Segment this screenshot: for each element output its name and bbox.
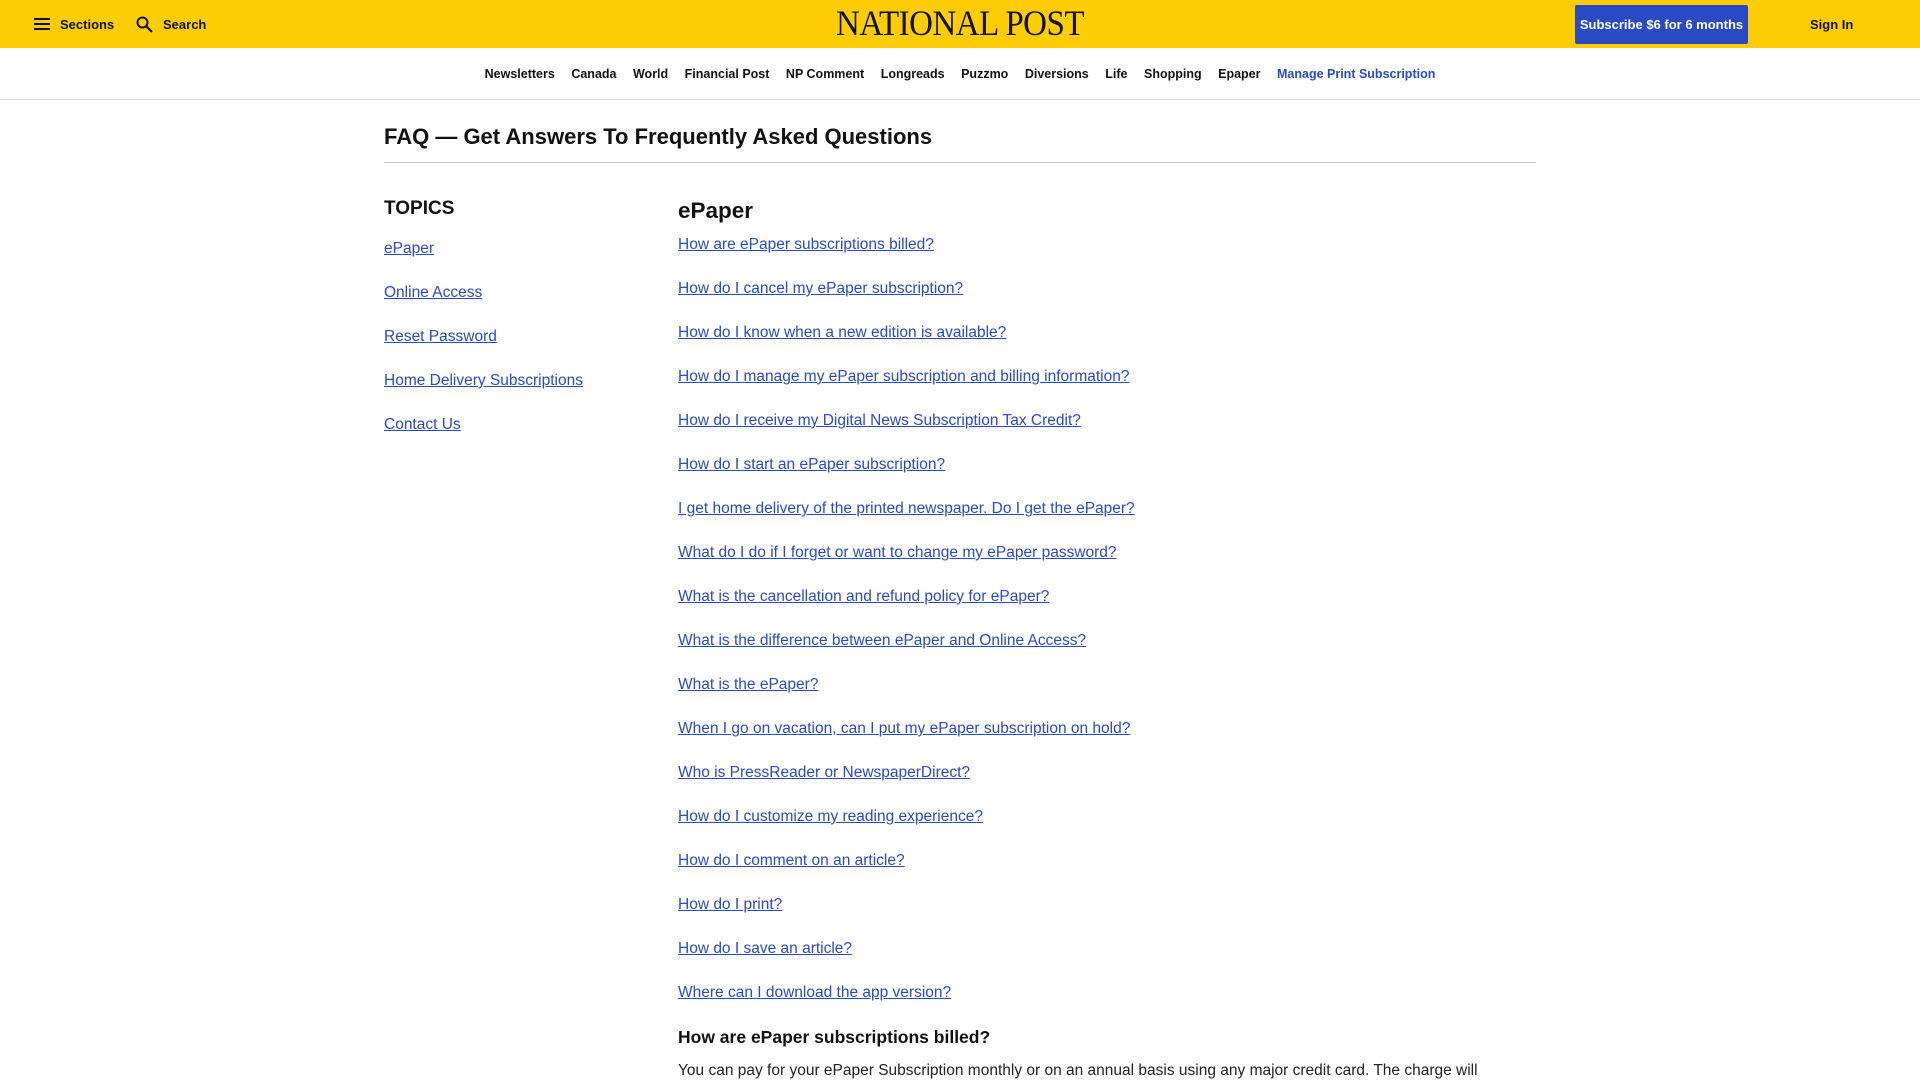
faq-question-link[interactable]: What is the cancellation and refund policy for ePaper? (678, 588, 1050, 605)
nav-item-epaper[interactable]: Epaper (1218, 66, 1261, 81)
faq-question-link[interactable]: How do I start an ePaper subscription? (678, 456, 946, 473)
answer-text: You can pay for your ePaper Subscription monthly or on an annual basis using any major credit card. The charge will (678, 1062, 1478, 1079)
nav-item-diversions[interactable]: Diversions (1024, 66, 1089, 81)
faq-question-link[interactable]: How do I cancel my ePaper subscription? (678, 280, 964, 297)
nav-item-newsletters[interactable]: Newsletters (484, 66, 555, 81)
faq-question-link[interactable]: Where can I download the app version? (678, 984, 952, 1001)
nav-item-puzzmo[interactable]: Puzzmo (961, 66, 1009, 81)
faq-question-link[interactable]: How do I print? (678, 896, 783, 913)
topic-link-contact-us[interactable]: Contact Us (384, 416, 461, 433)
faq-question-link[interactable]: Who is PressReader or NewspaperDirect? (678, 764, 971, 781)
search-button[interactable] (136, 0, 206, 48)
faq-question-link[interactable]: How are ePaper subscriptions billed? (678, 236, 934, 253)
faq-question-link[interactable]: How do I comment on an article? (678, 852, 905, 869)
faq-question-link[interactable]: I get home delivery of the printed newspaper. Do I get the ePaper? (678, 500, 1135, 517)
nav-item-canada[interactable]: Canada (571, 66, 617, 81)
nav-item-life[interactable]: Life (1105, 66, 1128, 81)
answer-heading: How are ePaper subscriptions billed? (678, 1027, 991, 1047)
topics-heading: TOPICS (384, 198, 455, 219)
topic-link-online-access[interactable]: Online Access (384, 284, 483, 301)
topic-link-reset-password[interactable]: Reset Password (384, 328, 497, 345)
topic-link-home-delivery-subscriptions[interactable]: Home Delivery Subscriptions (384, 372, 583, 389)
nav-list (485, 67, 1436, 81)
faq-question-link[interactable]: How do I customize my reading experience? (678, 808, 983, 825)
nav-item-np-comment[interactable]: NP Comment (785, 66, 865, 81)
section-nav (0, 48, 1920, 100)
sections-label: Sections (60, 16, 115, 32)
nav-item-world[interactable]: World (632, 66, 669, 81)
nav-item-financial-post[interactable]: Financial Post (684, 66, 770, 81)
top-bar (0, 0, 1920, 48)
page-title: FAQ — Get Answers To Frequently Asked Questions (384, 124, 1536, 163)
nav-item-longreads[interactable]: Longreads (880, 66, 945, 81)
national-post-logo[interactable]: NATIONAL POST (835, 4, 1085, 43)
faq-question-link[interactable]: What is the ePaper? (678, 676, 819, 693)
faq-question-link[interactable]: What do I do if I forget or want to change my ePaper password? (678, 544, 1117, 561)
topic-link-epaper[interactable]: ePaper (384, 240, 434, 257)
nav-item-manage-print-subscription[interactable]: Manage Print Subscription (1277, 66, 1436, 81)
hamburger-menu-icon (34, 17, 50, 31)
topics-sidebar (384, 198, 644, 459)
faq-question-link[interactable]: When I go on vacation, can I put my ePaper subscription on hold? (678, 720, 1131, 737)
faq-question-link[interactable]: How do I save an article? (678, 940, 853, 957)
faq-question-link[interactable]: How do I manage my ePaper subscription and billing information? (678, 368, 1130, 385)
search-label: Search (163, 16, 207, 32)
faq-main (678, 198, 1536, 1080)
sections-button[interactable] (34, 0, 114, 48)
search-icon (136, 16, 153, 33)
faq-question-link[interactable]: How do I receive my Digital News Subscription Tax Credit? (678, 412, 1081, 429)
faq-question-link[interactable]: How do I know when a new edition is available? (678, 324, 1007, 341)
section-title: ePaper (678, 198, 754, 223)
faq-question-link[interactable]: What is the difference between ePaper and Online Access? (678, 632, 1087, 649)
sign-in-link[interactable]: Sign In (1810, 16, 1854, 32)
nav-item-shopping[interactable]: Shopping (1143, 66, 1202, 81)
subscribe-button[interactable]: Subscribe $6 for 6 months (1575, 5, 1748, 44)
